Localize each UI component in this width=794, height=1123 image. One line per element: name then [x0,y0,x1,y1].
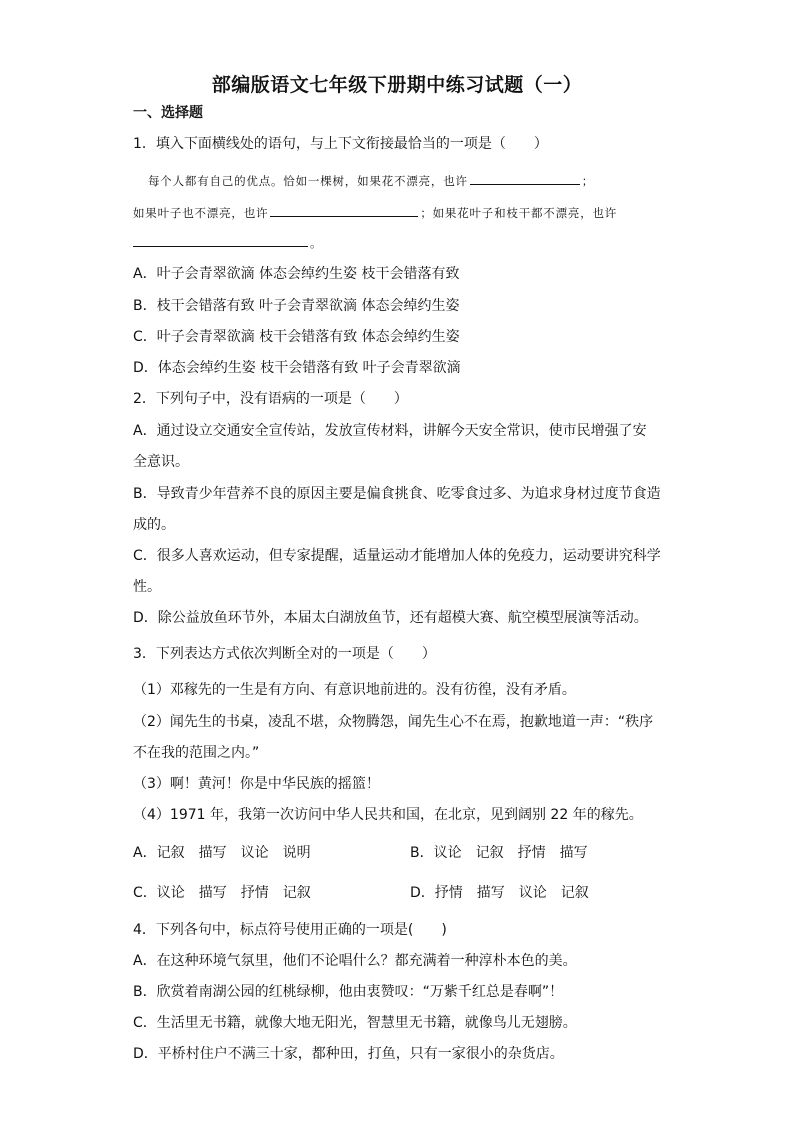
q1-option-d: D．体态会绰约生姿 枝干会错落有致 叶子会青翠欲滴 [133,360,461,376]
q2-option-d: D．除公益放鱼环节外，本届太白湖放鱼节，还有超模大赛、航空模型展演等活动。 [133,610,648,626]
q1-passage-b: 如果叶子也不漂亮，也许 [133,206,269,220]
q1-passage-line-3 [133,234,322,252]
q3-option-d-1: D．抒情 [410,885,463,901]
q3-option-c [133,884,325,902]
q3-option-d-3: 议论 [518,885,547,901]
q3-option-a-1: A．记叙 [133,845,185,861]
q3-option-a-3: 议论 [240,845,269,861]
q3-sentence-3: （3）啊！黄河！你是中华民族的摇篮！ [133,776,380,792]
q2-option-b-line-1: B．导致青少年营养不良的原因主要是偏食挑食、吃零食过多、为追求身材过度节食造 [133,486,661,502]
q3-option-c-4: 记叙 [282,885,311,901]
q3-sentence-2-line-1: （2）闻先生的书桌，凌乱不堪，众物腾怨，闻先生心不在焉，抱歉地道一声：“秩序 [133,714,654,730]
q3-option-b-3: 抒情 [517,845,546,861]
q3-option-d-2: 描写 [476,885,505,901]
q1-passage-a: 每个人都有自己的优点。恰如一棵树，如果花不漂亮，也许 [148,174,468,188]
q1-blank-2 [270,204,418,217]
q4-option-a: A．在这种环境气氛里，他们不论唱什么？都充满着一种淳朴本色的美。 [133,953,577,969]
q3-option-c-2: 描写 [198,885,227,901]
q4-stem: 4．下列各句中，标点符号使用正确的一项是( ) [133,922,447,938]
q2-option-c-line-2: 性。 [133,579,161,595]
q3-option-b-1: B．议论 [410,845,462,861]
q3-option-d [410,884,603,902]
q4-option-b: B．欣赏着南湖公园的红桃绿柳，他由衷赞叹：“万紫千红总是春啊”！ [133,984,564,1000]
q3-option-a-4: 说明 [282,845,311,861]
q1-passage-line-2 [133,204,617,222]
q3-option-c-1: C．议论 [133,885,185,901]
q3-option-c-3: 抒情 [240,885,269,901]
q1-blank-3 [133,234,308,247]
q1-passage-a-end: ； [581,174,595,188]
q1-passage-c: ；如果花叶子和枝干都不漂亮，也许 [420,206,618,220]
q1-stem: 1．填入下面横线处的语句，与上下文衔接最恰当的一项是（ ） [133,136,548,152]
q2-stem: 2．下列句子中，没有语病的一项是（ ） [133,391,408,407]
q3-sentence-4: （4）1971 年，我第一次访问中华人民共和国，在北京，见到阔别 22 年的稼先。 [133,807,643,823]
q2-option-a-line-1: A．通过设立交通安全宣传站，发放宣传材料，讲解今天安全常识，使市民增强了安 [133,423,647,439]
q3-option-b [410,844,602,862]
section-heading: 一、选择题 [133,105,203,121]
q4-option-d: D．平桥村住户不满三十家，都种田，打鱼，只有一家很小的杂货店。 [133,1046,564,1062]
q2-option-b-line-2: 成的。 [133,517,175,533]
q3-sentence-1: （1）邓稼先的一生是有方向、有意识地前进的。没有彷徨，没有矛盾。 [133,682,576,698]
page-title: 部编版语文七年级下册期中练习试题（一） [211,74,583,96]
q3-option-d-4: 记叙 [560,885,589,901]
q3-option-a [133,844,325,862]
q4-option-c: C．生活里无书籍，就像大地无阳光，智慧里无书籍，就像鸟儿无翅膀。 [133,1015,577,1031]
q3-stem: 3．下列表达方式依次判断全对的一项是（ ） [133,646,436,662]
q2-option-a-line-2: 全意识。 [133,454,189,470]
q3-option-b-2: 记叙 [475,845,504,861]
q1-option-c: C．叶子会青翠欲滴 枝干会错落有致 体态会绰约生姿 [133,329,460,345]
q1-option-a: A．叶子会青翠欲滴 体态会绰约生姿 枝干会错落有致 [133,266,460,282]
q1-passage-line-1 [148,172,594,190]
q3-option-a-2: 描写 [198,845,227,861]
q3-option-b-4: 描写 [559,845,588,861]
q1-option-b: B．枝干会错落有致 叶子会青翠欲滴 体态会绰约生姿 [133,298,460,314]
q2-option-c-line-1: C．很多人喜欢运动，但专家提醒，适量运动才能增加人体的免疫力，运动要讲究科学 [133,548,661,564]
q3-sentence-2-line-2: 不在我的范围之内。” [133,745,260,761]
q1-passage-end: 。 [310,236,323,250]
q1-blank-1 [470,172,580,185]
